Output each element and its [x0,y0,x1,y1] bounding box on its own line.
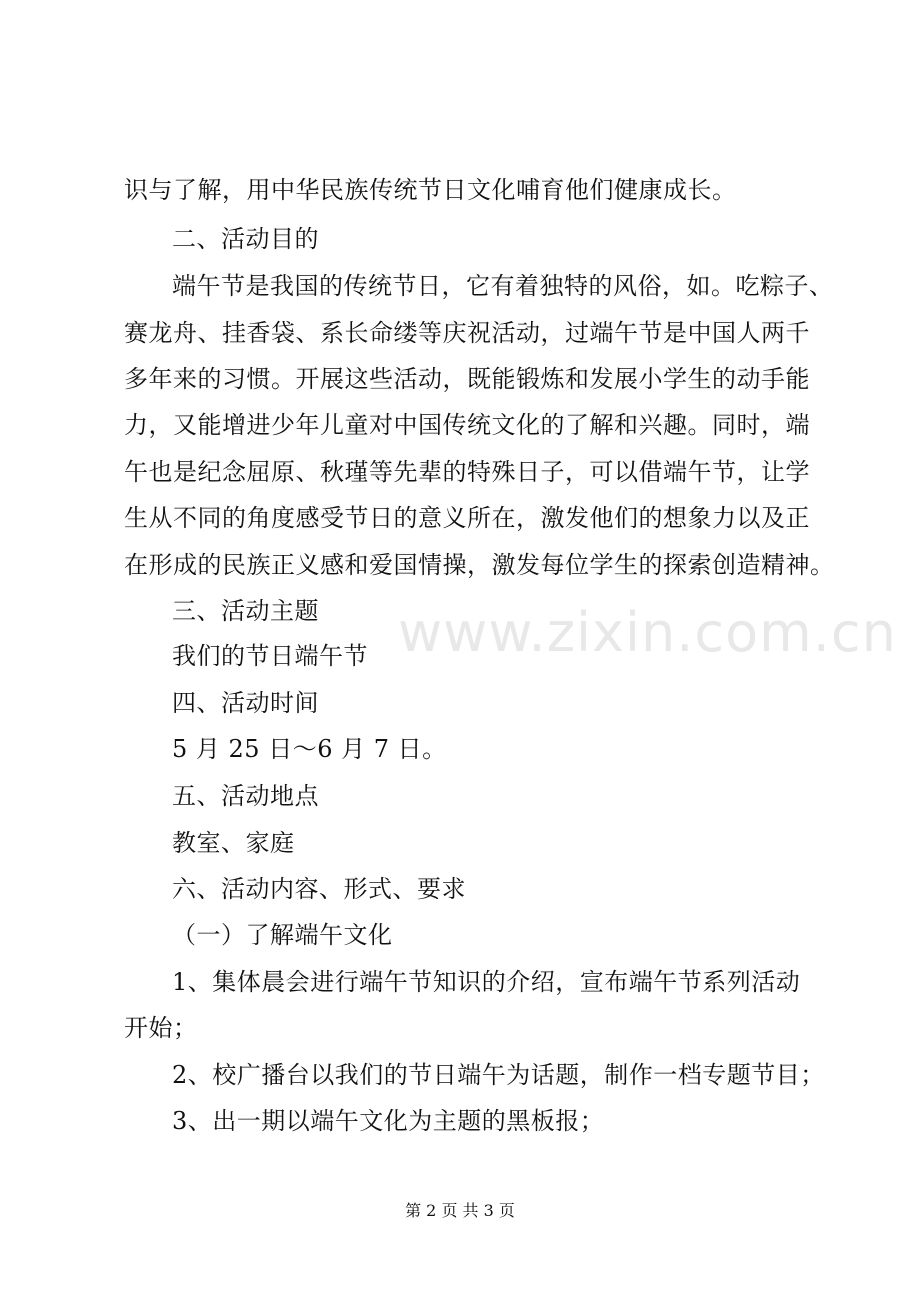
heading-activity-location: 五、活动地点 [172,782,319,810]
text-line-1: 识与了解，用中华民族传统节日文化哺育他们健康成长。 [124,176,737,204]
activity-location-text: 教室、家庭 [172,829,295,857]
list-item-2: 2、校广播台以我们的节日端午为话题，制作一档专题节目； [172,1061,825,1089]
page-footer: 第 2 页 共 3 页 [405,1201,515,1220]
heading-activity-theme: 三、活动主题 [172,597,319,625]
heading-activity-purpose: 二、活动目的 [172,225,319,253]
text-line-8: 生从不同的角度感受节日的意义所在，激发他们的想象力以及正 [124,504,810,532]
activity-time-text: 5 月 25 日～6 月 7 日。 [172,735,447,763]
heading-activity-content: 六、活动内容、形式、要求 [172,875,466,903]
heading-activity-time: 四、活动时间 [172,689,319,717]
subheading-learn-culture: （一）了解端午文化 [172,921,393,949]
list-item-1: 1、集体晨会进行端午节知识的介绍，宣布端午节系列活动 [172,968,801,996]
text-line-7: 午也是纪念屈原、秋瑾等先辈的特殊日子，可以借端午节，让学 [124,458,810,486]
list-item-1-continued: 开始； [124,1014,198,1042]
activity-theme-text: 我们的节日端午节 [172,642,368,670]
text-line-3: 端午节是我国的传统节日，它有着独特的风俗，如。吃粽子、 [172,272,834,300]
text-line-4: 赛龙舟、挂香袋、系长命缕等庆祝活动，过端午节是中国人两千 [124,319,810,347]
text-line-9: 在形成的民族正义感和爱国情操，激发每位学生的探索创造精神。 [124,551,835,579]
watermark: www.zixin.com.cn [398,601,897,664]
text-line-6: 力，又能增进少年儿童对中国传统文化的了解和兴趣。同时，端 [124,411,810,439]
text-line-5: 多年来的习惯。开展这些活动，既能锻炼和发展小学生的动手能 [124,365,810,393]
list-item-3: 3、出一期以端午文化为主题的黑板报； [172,1107,605,1135]
